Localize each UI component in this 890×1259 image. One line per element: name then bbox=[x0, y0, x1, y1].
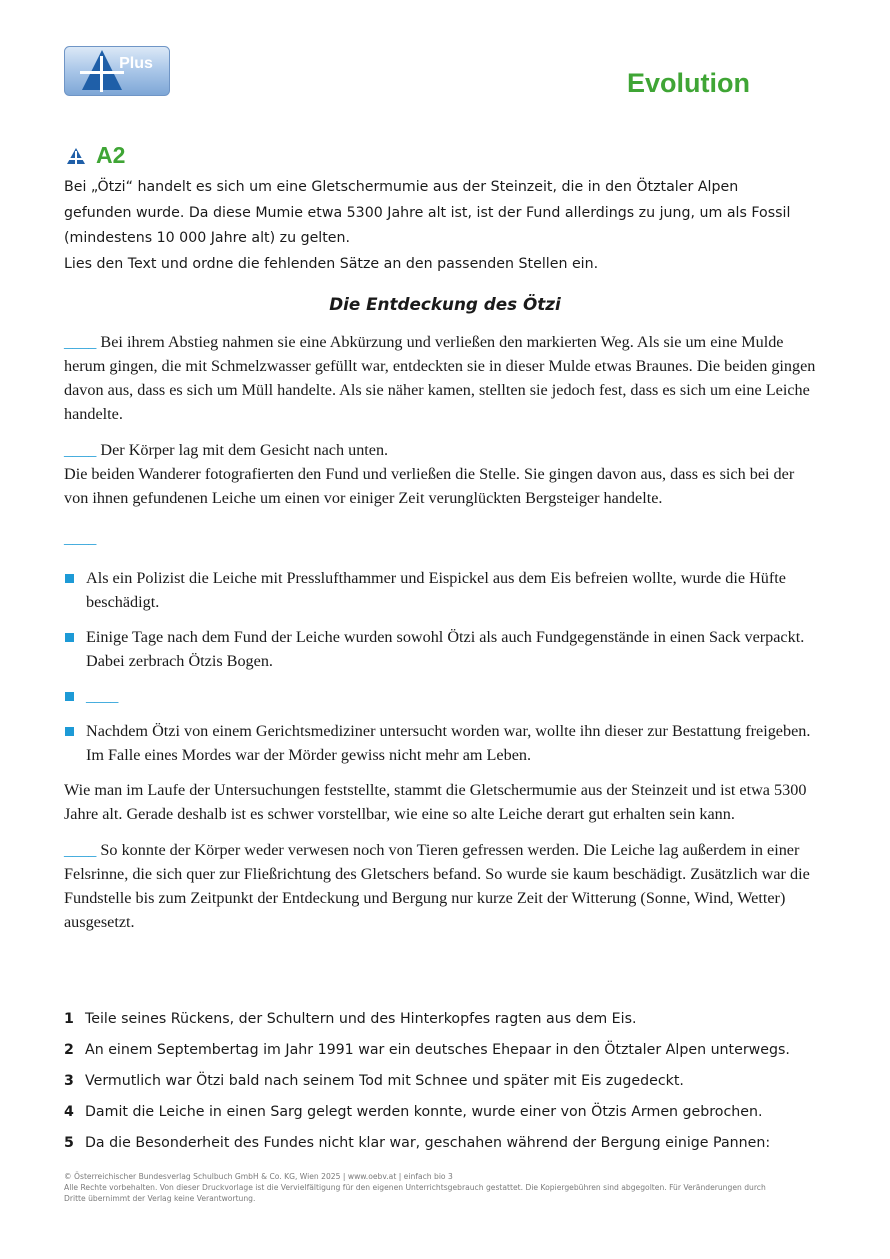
footer-line: Dritte übernimmt der Verlag keine Verantwortung. bbox=[64, 1194, 256, 1203]
intro-line: gefunden wurde. Da diese Mumie etwa 5300 Jahre alt ist, ist der Fund allerdings zu jung, um als Fossil bbox=[64, 204, 791, 221]
list-item: Einige Tage nach dem Fund der Leiche wurden sowohl Ötzi als auch Fundgegenstände in einen Sack verpackt. Dabei zerbrach Ötzis Bogen. bbox=[64, 625, 820, 673]
square-bullet-icon bbox=[65, 633, 74, 642]
sentence-text: Teile seines Rückens, der Schultern und des Hinterkopfes ragten aus dem Eis. bbox=[85, 1010, 637, 1027]
answer-blank[interactable]: ____ bbox=[64, 529, 97, 547]
footer-line: Alle Rechte vorbehalten. Von dieser Druckvorlage ist die Vervielfältigung für den eigenen Unterrichtsgebrauch gestattet. Die Kopiergebühren sind abgegolten. Für Veränderungen durch bbox=[64, 1183, 766, 1192]
list-item bbox=[64, 1034, 834, 1065]
answer-blank[interactable]: ____ bbox=[86, 687, 119, 705]
footer-line: © Österreichischer Bundesverlag Schulbuch GmbH & Co. KG, Wien 2025 | www.oebv.at | einfach bio 3 bbox=[64, 1172, 453, 1181]
sentence-number: 2 bbox=[64, 1041, 74, 1058]
story-text bbox=[64, 330, 820, 946]
sentence-number: 5 bbox=[64, 1134, 74, 1151]
plus-logo bbox=[64, 46, 170, 96]
level-triangle-icon bbox=[66, 147, 86, 165]
missing-sentences-list bbox=[64, 1003, 834, 1158]
task-heading bbox=[66, 142, 125, 169]
story-paragraph: ____ So konnte der Körper weder verwesen noch von Tieren gefressen werden. Die Leiche lag außerdem in einer Felsrinne, die sich quer zur Fließrichtung des Gletschers befand. So wurde sie kaum beschädigt. Zusätzlich war die Fundstelle bis zum Zeitpunkt der Entdeckung und Bergung nur kurze Zeit der Witterung (Sonne, Wind, Wetter) ausgesetzt. bbox=[64, 841, 810, 931]
square-bullet-icon bbox=[65, 574, 74, 583]
square-bullet-icon bbox=[65, 727, 74, 736]
intro-line: (mindestens 10 000 Jahre alt) zu gelten. bbox=[64, 230, 351, 246]
story-paragraph: ____ Bei ihrem Abstieg nahmen sie eine Abkürzung und verließen den markierten Weg. Als sie um eine Mulde herum gingen, die mit Schmelzwasser gefüllt war, entdeckten sie in dieser Mulde etwas Braunes. Die beiden gingen davon aus, dass es sich um Müll handelte. Als sie näher kamen, stellten sie jedoch fest, dass es sich um eine Leiche handelte. bbox=[64, 333, 816, 423]
list-item bbox=[64, 1065, 834, 1096]
list-item: Als ein Polizist die Leiche mit Presslufthammer und Eispickel aus dem Eis befreien wollte, wurde die Hüfte beschädigt. bbox=[64, 566, 820, 614]
intro-line: Bei „Ötzi“ handelt es sich um eine Gletschermumie aus der Steinzeit, die in den Ötztaler Alpen bbox=[64, 179, 739, 195]
task-label: A2 bbox=[96, 142, 126, 168]
sentence-text: Vermutlich war Ötzi bald nach seinem Tod mit Schnee und später mit Eis zugedeckt. bbox=[85, 1072, 684, 1089]
list-item: Nachdem Ötzi von einem Gerichtsmediziner untersucht worden war, wollte ihn dieser zur Bestattung freigeben. Im Falle eines Mordes war der Mörder gewiss nicht mehr am Leben. bbox=[64, 719, 820, 767]
mishaps-list bbox=[64, 566, 820, 767]
sentence-text: Damit die Leiche in einen Sarg gelegt werden konnte, wurde einer von Ötzis Armen gebrochen. bbox=[85, 1103, 763, 1120]
list-item bbox=[64, 684, 820, 708]
sentence-number: 4 bbox=[64, 1103, 74, 1120]
sentence-number: 3 bbox=[64, 1072, 74, 1089]
copyright-footer bbox=[64, 1171, 834, 1204]
answer-blank[interactable]: ____ bbox=[64, 333, 97, 351]
story-paragraph: Wie man im Laufe der Untersuchungen feststellte, stammt die Gletschermumie aus der Steinzeit und ist etwa 5300 Jahre alt. Gerade deshalb ist es schwer vorstellbar, wie eine so alte Leiche derart gut erhalten sein kann. bbox=[64, 781, 807, 823]
list-item bbox=[64, 1003, 834, 1034]
task-intro bbox=[64, 175, 834, 277]
intro-line: Lies den Text und ordne die fehlenden Sätze an den passenden Stellen ein. bbox=[64, 255, 599, 272]
square-bullet-icon bbox=[65, 692, 74, 701]
topic-heading: Evolution bbox=[627, 68, 750, 98]
sentence-text: Da die Besonderheit des Fundes nicht klar war, geschahen während der Bergung einige Pannen: bbox=[85, 1134, 771, 1151]
logo-text: Plus bbox=[119, 55, 153, 72]
answer-blank[interactable]: ____ bbox=[64, 441, 97, 459]
list-item bbox=[64, 1127, 834, 1158]
story-title: Die Entdeckung des Ötzi bbox=[329, 294, 561, 314]
answer-blank[interactable]: ____ bbox=[64, 841, 97, 859]
list-item bbox=[64, 1096, 834, 1127]
sentence-number: 1 bbox=[64, 1010, 74, 1027]
story-paragraph: ____ Der Körper lag mit dem Gesicht nach unten. Die beiden Wanderer fotografierten den Fund und verließen die Stelle. Sie gingen davon aus, dass es sich bei der von ihnen gefundenen Leiche um einen vor einiger Zeit verunglückten Bergsteiger handelte. bbox=[64, 441, 795, 507]
sentence-text: An einem Septembertag im Jahr 1991 war ein deutsches Ehepaar in den Ötztaler Alpen unterwegs. bbox=[85, 1041, 790, 1058]
